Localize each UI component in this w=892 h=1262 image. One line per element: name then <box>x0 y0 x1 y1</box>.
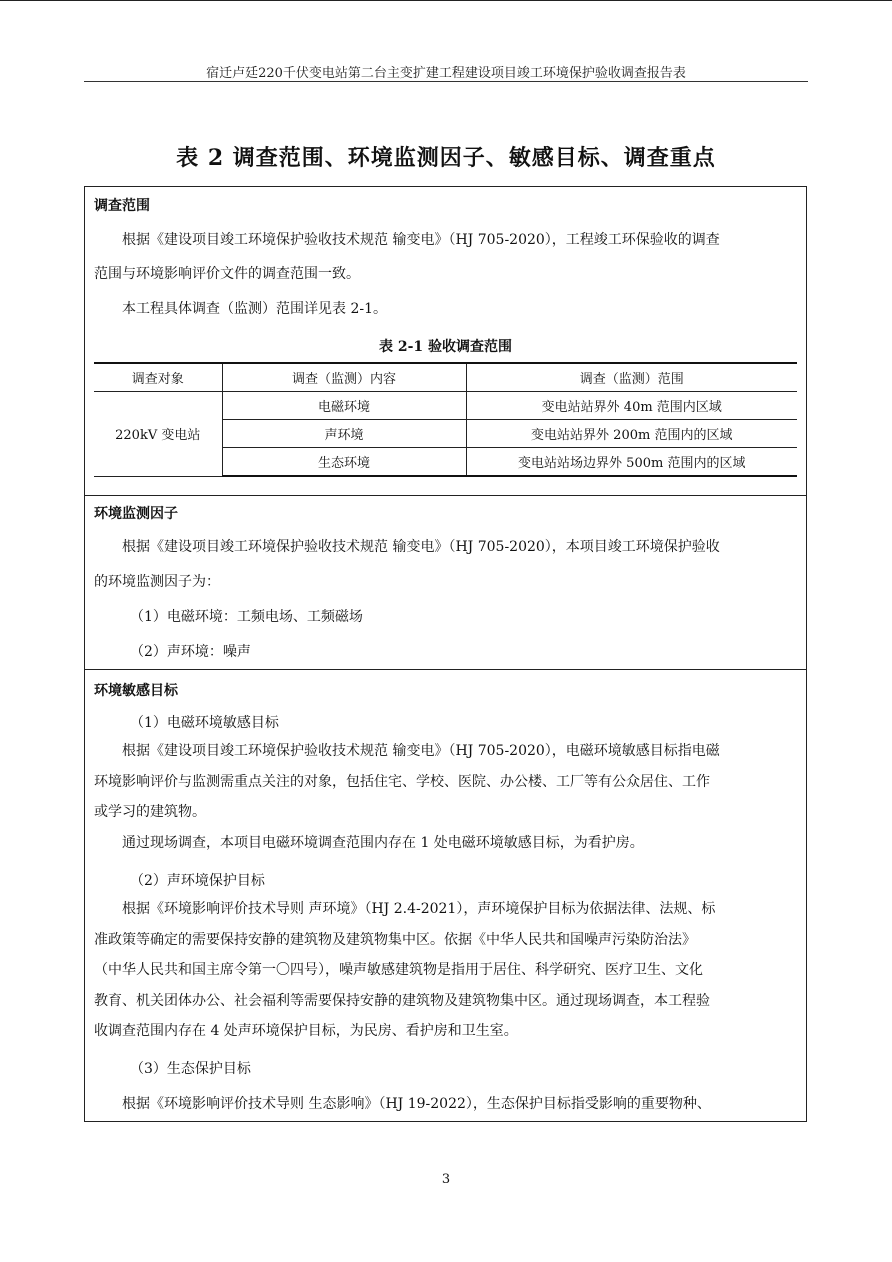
running-header: 宿迁卢廷220千伏变电站第二台主变扩建工程建设项目竣工环境保护验收调查报告表 <box>206 66 686 81</box>
sensitive-s1-line3: 或学习的建筑物。 <box>94 804 206 820</box>
factors-para-line1: 根据《建设项目竣工环境保护验收技术规范 输变电》（HJ 705-2020），本项目竣工环境保护验收 <box>122 539 720 555</box>
page-title: 表 2 调查范围、环境监测因子、敏感目标、调查重点 <box>176 145 716 171</box>
sensitive-s2-line5: 收调查范围内存在 4 处声环境保护目标，为民房、看护房和卫生室。 <box>94 1023 518 1039</box>
sensitive-heading: 环境敏感目标 <box>94 683 178 699</box>
sensitive-s1-line2: 环境影响评价与监测需重点关注的对象，包括住宅、学校、医院、办公楼、工厂等有公众居住、工作 <box>94 774 710 790</box>
scope-table <box>94 362 797 477</box>
table-cell: 电磁环境 <box>222 392 466 420</box>
table-header-row <box>94 363 797 392</box>
factors-para-line2: 的环境监测因子为： <box>94 574 220 590</box>
sensitive-s3-title: （3）生态保护目标 <box>130 1061 251 1077</box>
sensitive-s3-line1: 根据《环境影响评价技术导则 生态影响》（HJ 19-2022），生态保护目标指受影响的重要物种、 <box>122 1096 711 1112</box>
table-header-cell: 调查（监测）内容 <box>222 363 466 392</box>
page-number: 3 <box>441 1172 451 1187</box>
sensitive-s2-title: （2）声环境保护目标 <box>130 873 265 889</box>
sensitive-s1-line1: 根据《建设项目竣工环境保护验收技术规范 输变电》（HJ 705-2020），电磁环境敏感目标指电磁 <box>122 743 720 759</box>
factors-heading: 环境监测因子 <box>94 506 178 522</box>
scope-para2: 本工程具体调查（监测）范围详见表 2-1。 <box>122 301 387 317</box>
factors-item2: （2）声环境：噪声 <box>130 644 251 660</box>
sensitive-s2-line1: 根据《环境影响评价技术导则 声环境》（HJ 2.4-2021），声环境保护目标为依据法律、法规、标 <box>122 901 716 917</box>
table-header-cell: 调查（监测）范围 <box>466 363 797 392</box>
sensitive-s1-title: （1）电磁环境敏感目标 <box>130 715 279 731</box>
factors-item1: （1）电磁环境：工频电场、工频磁场 <box>130 609 363 625</box>
table-row <box>94 392 797 420</box>
scope-para1-line2: 范围与环境影响评价文件的调查范围一致。 <box>94 266 360 282</box>
sensitive-s1-para2: 通过现场调查，本项目电磁环境调查范围内存在 1 处电磁环境敏感目标，为看护房。 <box>122 835 644 851</box>
sensitive-s2-line2: 准政策等确定的需要保持安静的建筑物及建筑物集中区。依据《中华人民共和国噪声污染防治法》 <box>94 932 696 948</box>
page-top-border <box>0 0 892 1</box>
section-divider <box>84 669 807 670</box>
table-caption: 表 2-1 验收调查范围 <box>378 339 513 355</box>
table-cell: 变电站站场边界外 500m 范围内的区域 <box>466 448 797 477</box>
sensitive-s2-line4: 教育、机关团体办公、社会福利等需要保持安静的建筑物及建筑物集中区。通过现场调查，本工程验 <box>94 993 710 1009</box>
table-header-cell: 调查对象 <box>94 363 222 392</box>
table-cell: 声环境 <box>222 420 466 448</box>
header-rule <box>84 81 808 82</box>
section-divider <box>84 495 807 496</box>
table-cell: 生态环境 <box>222 448 466 477</box>
sensitive-s2-line3: （中华人民共和国主席令第一〇四号），噪声敏感建筑物是指用于居住、科学研究、医疗卫生、文化 <box>94 962 703 978</box>
table-cell: 变电站站界外 40m 范围内区域 <box>466 392 797 420</box>
table-cell: 变电站站界外 200m 范围内的区域 <box>466 420 797 448</box>
scope-para1-line1: 根据《建设项目竣工环境保护验收技术规范 输变电》（HJ 705-2020），工程竣工环保验收的调查 <box>122 232 720 248</box>
table-object-cell: 220kV 变电站 <box>94 392 222 477</box>
scope-heading: 调查范围 <box>94 198 150 214</box>
